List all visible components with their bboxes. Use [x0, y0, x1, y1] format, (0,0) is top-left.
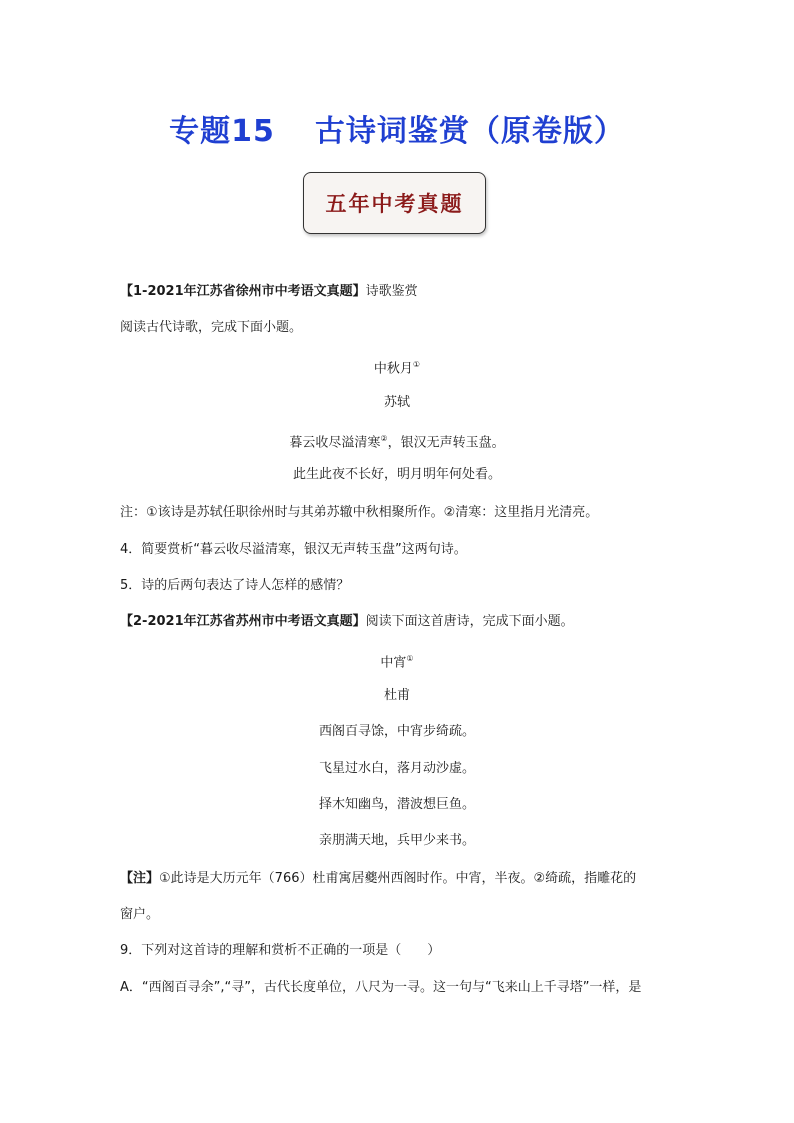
q2-note: 【注】①此诗是大历元年（766）杜甫寓居夔州西阁时作。中宵，半夜。②绮疏，指雕花的 — [120, 871, 637, 886]
section-badge: 五年中考真题 — [303, 172, 486, 234]
q2-poem-line: 择木知幽鸟，潜波想巨鱼。 — [318, 797, 475, 812]
q1-source: 【1-2021年江苏省徐州市中考语文真题】诗歌鉴赏 — [120, 284, 418, 299]
q2-poem-line: 飞星过水白，落月动沙虚。 — [318, 761, 475, 776]
q2-source: 【2-2021年江苏省苏州市中考语文真题】阅读下面这首唐诗，完成下面小题。 — [120, 614, 574, 629]
q2-author: 杜甫 — [383, 688, 410, 703]
q2-option-a: A．“西阁百寻余”,“寻”，古代长度单位，八尺为一寻。这一句与“飞来山上千寻塔”一样，是 — [120, 980, 642, 995]
q1-note: 注：①该诗是苏轼任职徐州时与其弟苏辙中秋相聚所作。②清寒：这里指月光清亮。 — [120, 505, 599, 520]
q1-question-5: 5．诗的后两句表达了诗人怎样的感情？ — [120, 578, 350, 593]
q2-note-cont: 窗户。 — [120, 907, 160, 922]
q1-poem-line-1: 暮云收尽溢清寒②，银汉无声转玉盘。 — [289, 434, 505, 451]
q2-poem-line: 西阁百寻馀，中宵步绮疏。 — [318, 724, 475, 739]
q1-poem-title: 中秋月① — [373, 360, 421, 377]
q1-author: 苏轼 — [383, 395, 410, 410]
q2-poem-title: 中宵① — [380, 654, 414, 671]
q1-question-4: 4．简要赏析“暮云收尽溢清寒，银汉无声转玉盘”这两句诗。 — [120, 542, 467, 557]
q2-poem-line: 亲朋满天地，兵甲少来书。 — [318, 833, 475, 848]
q1-poem-line-2: 此生此夜不长好，明月明年何处看。 — [292, 467, 501, 482]
q1-intro: 阅读古代诗歌，完成下面小题。 — [120, 320, 303, 335]
q2-question-9: 9．下列对这首诗的理解和赏析不正确的一项是（ ） — [120, 943, 441, 958]
page-title: 专题15 古诗词鉴赏（原卷版） — [169, 114, 625, 149]
